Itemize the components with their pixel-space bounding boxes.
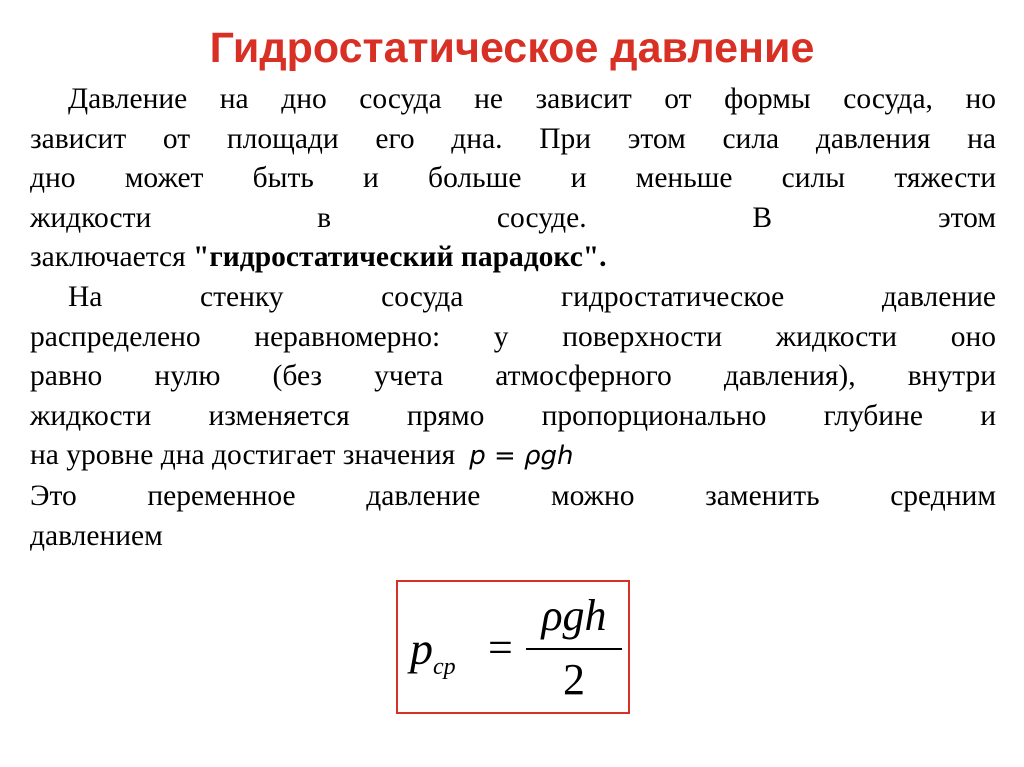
formula-numerator: ρgh: [541, 591, 607, 640]
formula-lhs-subscript: ср: [433, 654, 456, 680]
hydrostatic-paradox-term: "гидростатический парадокс".: [193, 241, 607, 274]
formula-equals-sign: =: [488, 623, 513, 672]
formula-lhs: [410, 622, 456, 681]
paragraph2-line5-text: на уровне дна достигает значения: [30, 439, 456, 472]
body-text: [30, 80, 996, 556]
paragraph2-line4: жидкости изменяется прямо пропорционально глубине и: [30, 399, 996, 432]
paragraph2-line2: распределено неравномерно: у поверхности жидкости оно: [30, 320, 996, 353]
paragraph1-line3: дно может быть и больше и меньше силы тяжести: [30, 162, 996, 195]
paragraph2-line5: [30, 436, 996, 477]
paragraph-wall-pressure: [30, 278, 996, 477]
paragraph1-line4: жидкости в сосуде. В этом: [30, 201, 996, 234]
formula-lhs-symbol: p: [410, 623, 433, 674]
page-title: Гидростатическое давление: [209, 24, 815, 72]
paragraph-hydrostatic-paradox: [30, 80, 996, 278]
inline-pressure-formula: p = ρgh: [469, 441, 574, 472]
paragraph-average-pressure: [30, 477, 996, 556]
formula-fraction-bar: [526, 648, 622, 650]
paragraph1-line1: Давление на дно сосуда не зависит от формы сосуда, но: [68, 83, 996, 115]
paragraph1-line2: зависит от площади его дна. При этом сила давления на: [30, 122, 996, 155]
paragraph3-line2: давлением: [30, 519, 163, 552]
paragraph2-line3: равно нулю (без учета атмосферного давления), внутри: [30, 360, 996, 393]
paragraph1-line5-prefix: заключается: [30, 241, 194, 274]
formula-denominator: 2: [563, 655, 585, 704]
paragraph2-line1: На стенку сосуда гидростатическое давление: [68, 280, 996, 313]
average-pressure-formula-box: [396, 580, 630, 714]
paragraph3-line1: Это переменное давление можно заменить средним: [30, 479, 996, 512]
paragraph1-line5: [30, 238, 996, 278]
